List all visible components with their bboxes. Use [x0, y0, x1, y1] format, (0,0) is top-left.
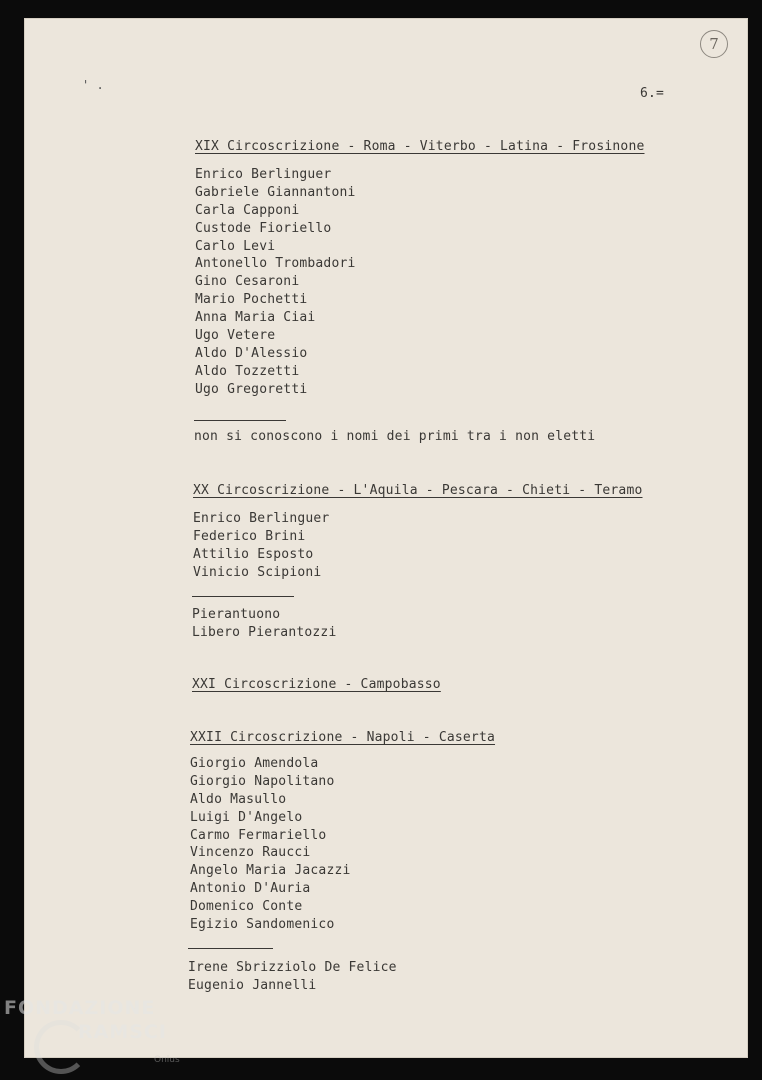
elected-list-xx	[193, 510, 329, 582]
section-heading: XIX Circoscrizione - Roma - Viterbo - Latina - Frosinone	[195, 139, 645, 154]
non-elected-list-xx	[192, 606, 336, 642]
watermark-line2: RAMSCI	[78, 1021, 167, 1043]
fondazione-gramsci-watermark	[4, 996, 180, 1065]
separator-rule	[188, 948, 273, 949]
list-item: Anna Maria Ciai	[195, 310, 316, 326]
list-item: Carlo Levi	[195, 238, 276, 254]
list-item: Libero Pierantozzi	[192, 624, 337, 640]
list-item: Carla Capponi	[195, 202, 300, 218]
list-item: Custode Fioriello	[195, 220, 332, 236]
list-item: Gino Cesaroni	[195, 274, 300, 290]
list-item: Giorgio Napolitano	[190, 773, 335, 789]
list-item: Carmo Fermariello	[190, 827, 327, 843]
list-item: Pierantuono	[192, 607, 281, 622]
list-item: Attilio Esposto	[193, 546, 314, 562]
watermark-line1: FONDAZIONE	[4, 997, 156, 1019]
list-item: Egizio Sandomenico	[190, 917, 335, 933]
section-xx	[193, 483, 643, 498]
section-heading: XXII Circoscrizione - Napoli - Caserta	[190, 730, 496, 745]
list-item: Gabriele Giannantoni	[195, 184, 356, 200]
list-item: Vincenzo Raucci	[190, 845, 311, 861]
gramsci-g-logo-icon	[34, 1020, 88, 1074]
list-item: Domenico Conte	[190, 899, 303, 915]
list-item: Angelo Maria Jacazzi	[190, 863, 351, 879]
folio-number-mark: 7	[700, 30, 728, 58]
list-item: Antonio D'Auria	[190, 881, 311, 897]
watermark-small: Onlus	[154, 1055, 180, 1065]
list-item: Enrico Berlinguer	[193, 511, 330, 526]
document-page	[24, 18, 748, 1058]
list-item: Mario Pochetti	[195, 292, 308, 308]
list-item: Federico Brini	[193, 528, 306, 544]
list-item: Aldo Tozzetti	[195, 363, 300, 379]
list-item: Aldo Masullo	[190, 791, 287, 807]
section-heading: XX Circoscrizione - L'Aquila - Pescara - Chieti - Teramo	[193, 483, 643, 498]
paper-specks: ' .	[82, 78, 104, 92]
list-item: Irene Sbrizziolo De Felice	[188, 960, 397, 975]
list-item: Luigi D'Angelo	[190, 809, 303, 825]
section-xxii	[190, 730, 495, 745]
elected-list-xxii	[190, 755, 351, 934]
section-heading: XXI Circoscrizione - Campobasso	[192, 677, 441, 692]
list-item: Ugo Vetere	[195, 328, 276, 344]
list-item: Eugenio Jannelli	[188, 977, 317, 993]
section-xix	[195, 139, 645, 154]
separator-rule	[194, 420, 286, 421]
page-number: 6.=	[640, 86, 665, 101]
list-item: Ugo Gregoretti	[195, 381, 308, 397]
non-elected-list-xxii	[188, 959, 397, 995]
list-item: Aldo D'Alessio	[195, 345, 308, 361]
list-item: Antonello Trombadori	[195, 256, 356, 272]
list-item: Vinicio Scipioni	[193, 564, 322, 580]
section-xxi	[192, 677, 441, 692]
list-item: Giorgio Amendola	[190, 756, 319, 771]
separator-rule	[192, 596, 294, 597]
elected-list-xix	[195, 166, 356, 399]
list-item: Enrico Berlinguer	[195, 167, 332, 182]
non-elected-note: non si conoscono i nomi dei primi tra i non eletti	[194, 429, 596, 444]
